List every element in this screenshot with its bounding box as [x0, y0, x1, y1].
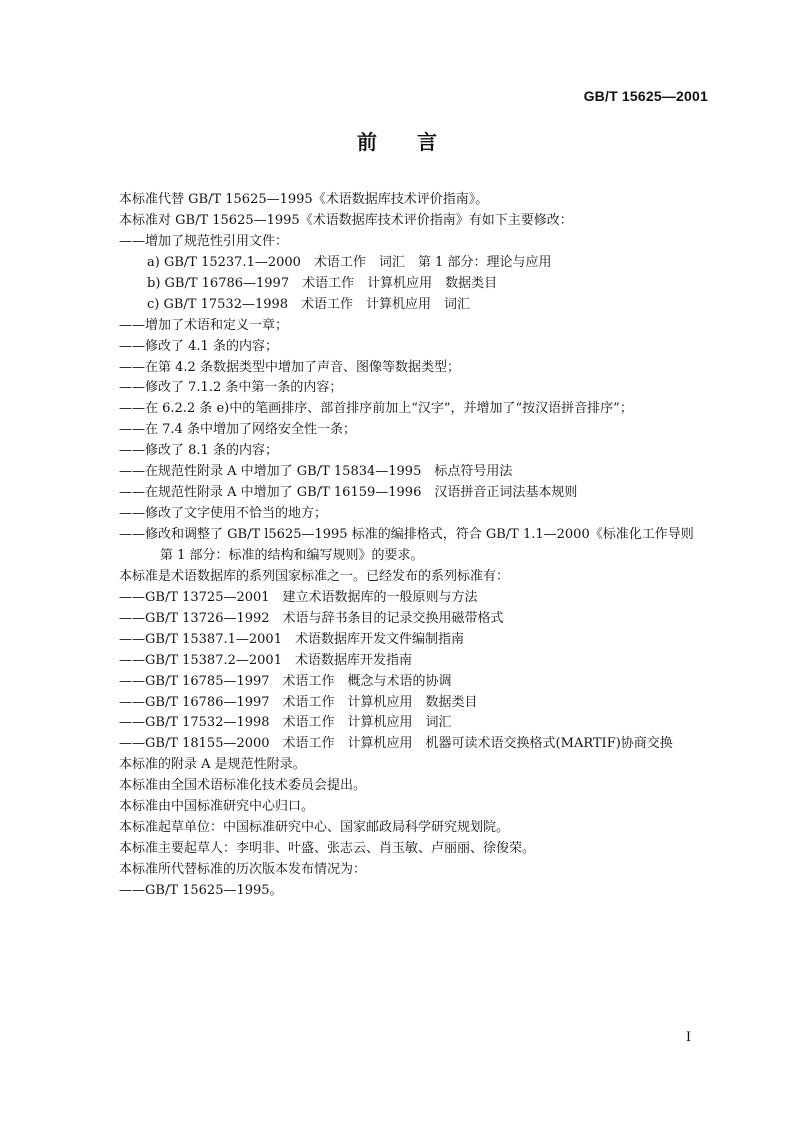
- text-line: ——GB/T 16786—1997 术语工作 计算机应用 数据类目: [119, 694, 478, 710]
- text-line: ——在 7.4 条中增加了网络安全性一条；: [119, 422, 356, 438]
- text-line: ——GB/T 13726—1992 术语与辞书条目的记录交换用磁带格式: [119, 610, 504, 626]
- foreword-body: [119, 190, 719, 902]
- text-line: 本标准的附录 A 是规范性附录。: [119, 757, 306, 773]
- text-line: ——GB/T 17532—1998 术语工作 计算机应用 词汇: [119, 715, 452, 731]
- text-line: 本标准起草单位：中国标准研究中心、国家邮政局科学研究规划院。: [119, 820, 510, 836]
- list-item: c) GB/T 17532—1998 术语工作 计算机应用 词汇: [147, 296, 471, 312]
- page-title: 前言: [357, 130, 477, 154]
- text-line: ——修改和调整了 GB/T l5625—1995 标准的编排格式，符合 GB/T 1.1—2000《标准化工作导则: [119, 527, 694, 542]
- text-line: 本标准是术语数据库的系列国家标准之一。已经发布的系列标准有：: [119, 568, 510, 584]
- text-line: ——在第 4.2 条数据类型中增加了声音、图像等数据类型；: [119, 359, 460, 375]
- text-line: ——GB/T 15387.1—2001 术语数据库开发文件编制指南: [119, 631, 464, 647]
- text-line: ——GB/T 15387.2—2001 术语数据库开发指南: [119, 652, 412, 668]
- text-line: 本标准代替 GB/T 15625—1995《术语数据库技术评价指南》。: [119, 192, 489, 207]
- page-number: I: [685, 1030, 691, 1045]
- text-line: ——GB/T 16785—1997 术语工作 概念与术语的协调: [119, 673, 452, 689]
- text-line: ——在 6.2.2 条 e)中的笔画排序、部首排序前加上“汉字”，并增加了“按汉语拼音排序”；: [119, 401, 633, 417]
- text-line: 本标准由全国术语标准化技术委员会提出。: [119, 778, 367, 794]
- text-line: ——在规范性附录 A 中增加了 GB/T 15834—1995 标点符号用法: [119, 464, 513, 480]
- list-item: b) GB/T 16786—1997 术语工作 计算机应用 数据类目: [147, 275, 498, 291]
- text-line: 第 1 部分：标准的结构和编写规则》的要求。: [160, 547, 424, 563]
- list-item: a) GB/T 15237.1—2000 术语工作 词汇 第 1 部分：理论与应用: [147, 254, 552, 270]
- text-line: ——在规范性附录 A 中增加了 GB/T 16159—1996 汉语拼音正词法基本规则: [119, 485, 578, 501]
- text-line: ——增加了术语和定义一章；: [119, 317, 289, 333]
- text-line: 本标准由中国标准研究中心归口。: [119, 799, 315, 815]
- standard-code: GB/T 15625—2001: [583, 88, 708, 104]
- text-line: ——GB/T 15625—1995。: [119, 882, 283, 898]
- text-line: ——增加了规范性引用文件：: [119, 233, 289, 249]
- text-line: ——GB/T 18155—2000 术语工作 计算机应用 机器可读术语交换格式(MARTIF)协商交换: [119, 736, 673, 752]
- text-line: 本标准所代替标准的历次版本发布情况为：: [119, 862, 367, 877]
- text-line: ——修改了 8.1 条的内容；: [119, 443, 278, 459]
- text-line: 本标准对 GB/T 15625—1995《术语数据库技术评价指南》有如下主要修改：: [119, 212, 573, 228]
- text-line: 本标准主要起草人：李明非、叶盛、张志云、肖玉敏、卢丽丽、徐俊荣。: [119, 841, 536, 857]
- text-line: ——修改了 4.1 条的内容；: [119, 338, 278, 354]
- text-line: ——修改了文字使用不恰当的地方；: [119, 506, 328, 522]
- text-line: ——GB/T 13725—2001 建立术语数据库的一般原则与方法: [119, 589, 478, 605]
- text-line: ——修改了 7.1.2 条中第一条的内容；: [119, 380, 343, 396]
